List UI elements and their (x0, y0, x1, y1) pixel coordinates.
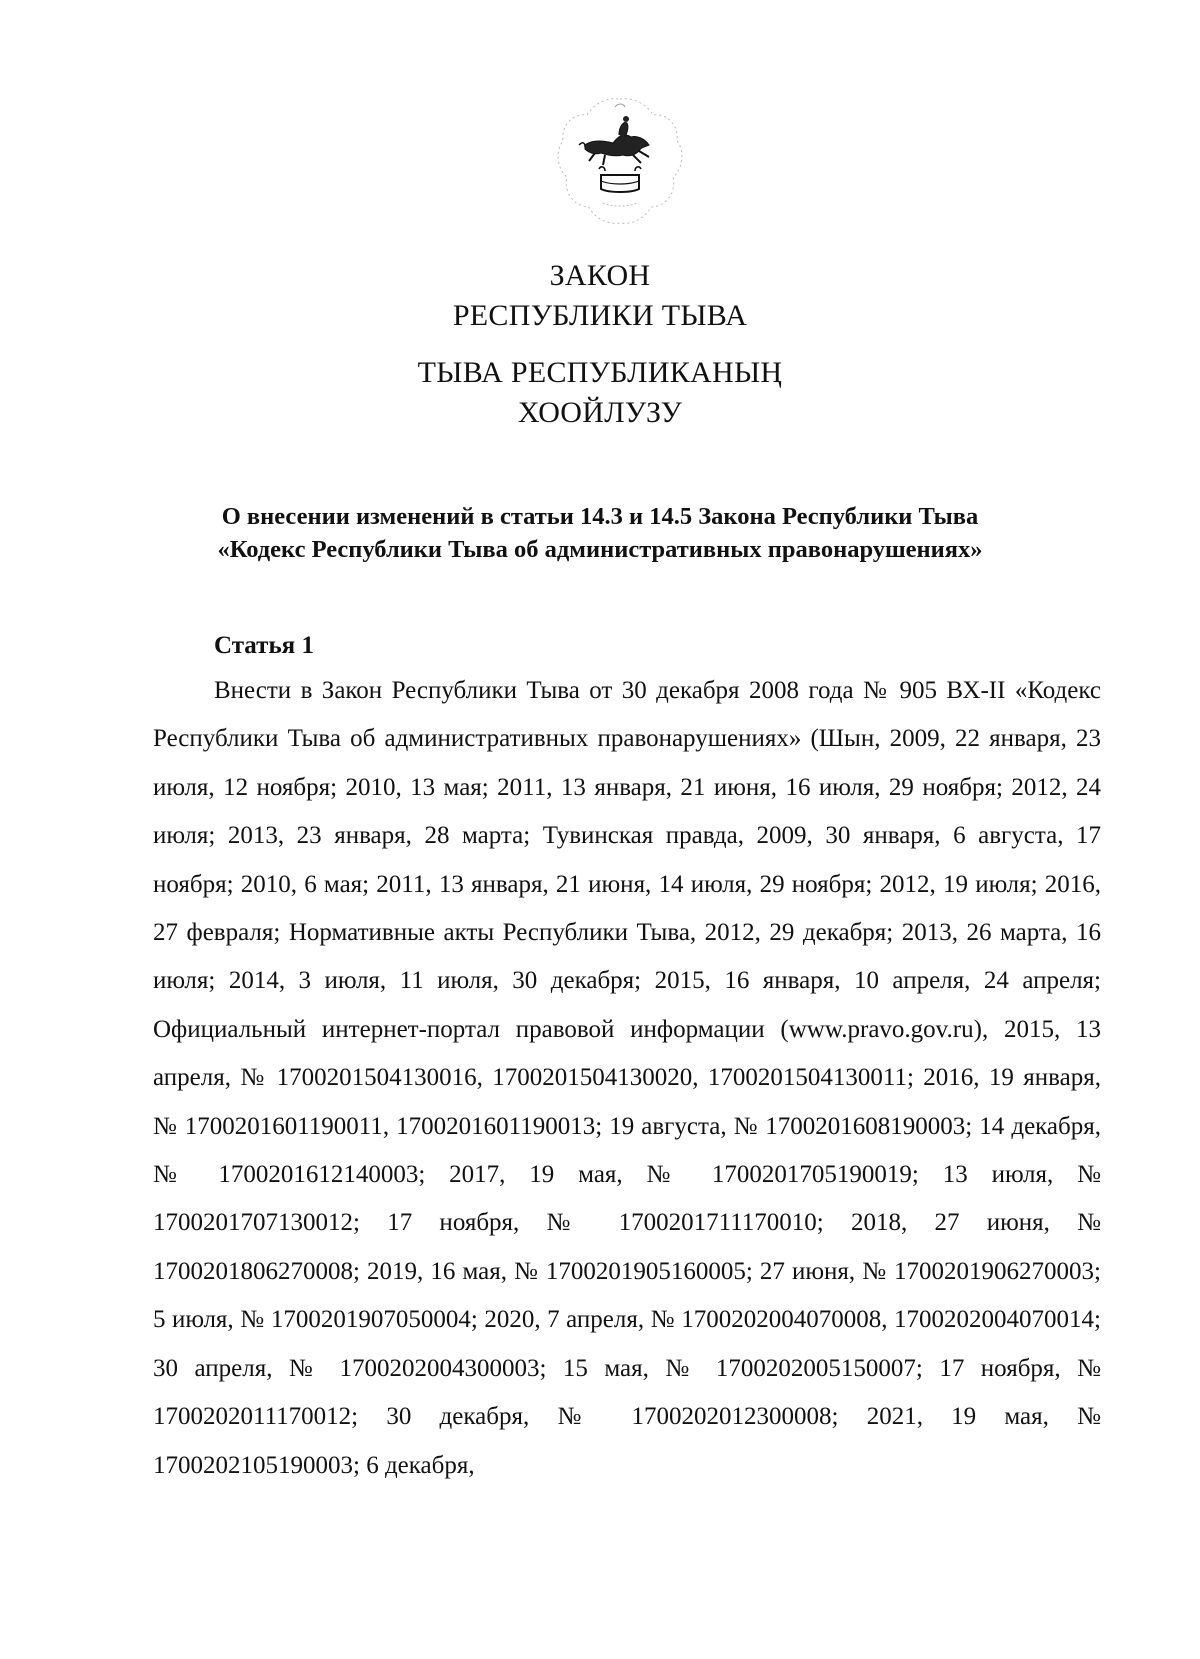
article-1-body: Внести в Закон Республики Тыва от 30 декабря 2008 года № 905 ВХ-II «Кодекс Республики Тыва об административных правонарушениях» (Шын, 2009, 22 января, 23 июля, 12 ноября; 2010, 13 мая; 2011, 13 января, 21 июня, 16 июля, 29 ноября; 2012, 24 июля; 2013, 23 января, 28 марта; Тувинская правда, 2009, 30 января, 6 августа, 17 ноября; 2010, 6 мая; 2011, 13 января, 21 июня, 14 июля, 29 ноября; 2012, 19 июля; 2016, 27 февраля; Нормативные акты Республики Тыва, 2012, 29 декабря; 2013, 26 марта, 16 июля; 2014, 3 июля, 11 июля, 30 декабря; 2015, 16 января, 10 апреля, 24 апреля; Официальный интернет-портал правовой информации (www.pravo.gov.ru), 2015, 13 апреля, № 1700201504130016, 1700201504130020, 1700201504130011; 2016, 19 января, № 1700201601190011, 1700201601190013; 19 августа, № 1700201608190003; 14 декабря, № 1700201612140003; 2017, 19 мая, № 1700201705190019; 13 июля, № 1700201707130012; 17 ноября, № 1700201711170010; 2018, 27 июня, № 1700201806270008; 2019, 16 мая, № 1700201905160005; 27 июня, № 1700201906270003; 5 июля, № 1700201907050004; 2020, 7 апреля, № 1700202004070008, 1700202004070014; 30 апреля, № 1700202004300003; 15 мая, № 1700202005150007; 17 ноября, № 1700202011170012; 30 декабря, № 1700202012300008; 2021, 19 мая, № 1700202105190003; 6 декабря, (153, 677, 1101, 1479)
subject-line-2: «Кодекс Республики Тыва об административных правонарушениях» (217, 536, 983, 563)
subject-line-1: О внесении изменений в статьи 14.3 и 14.5 Закона Республики Тыва (221, 503, 979, 530)
heading-republic-name: РЕСПУБЛИКИ ТЫВА (452, 299, 748, 332)
law-heading-russian (0, 256, 1200, 336)
heading-tuvan-republic: ТЫВА РЕСПУБЛИКАНЫҢ (417, 356, 783, 389)
heading-law-word: ЗАКОН (549, 259, 651, 292)
law-subject-title (150, 500, 1050, 566)
article-1-title: Статья 1 (214, 632, 314, 659)
coat-of-arms-emblem (555, 95, 685, 227)
law-heading-tuvan (0, 353, 1200, 433)
heading-tuvan-law-word: ХООЙЛУЗУ (517, 396, 683, 429)
